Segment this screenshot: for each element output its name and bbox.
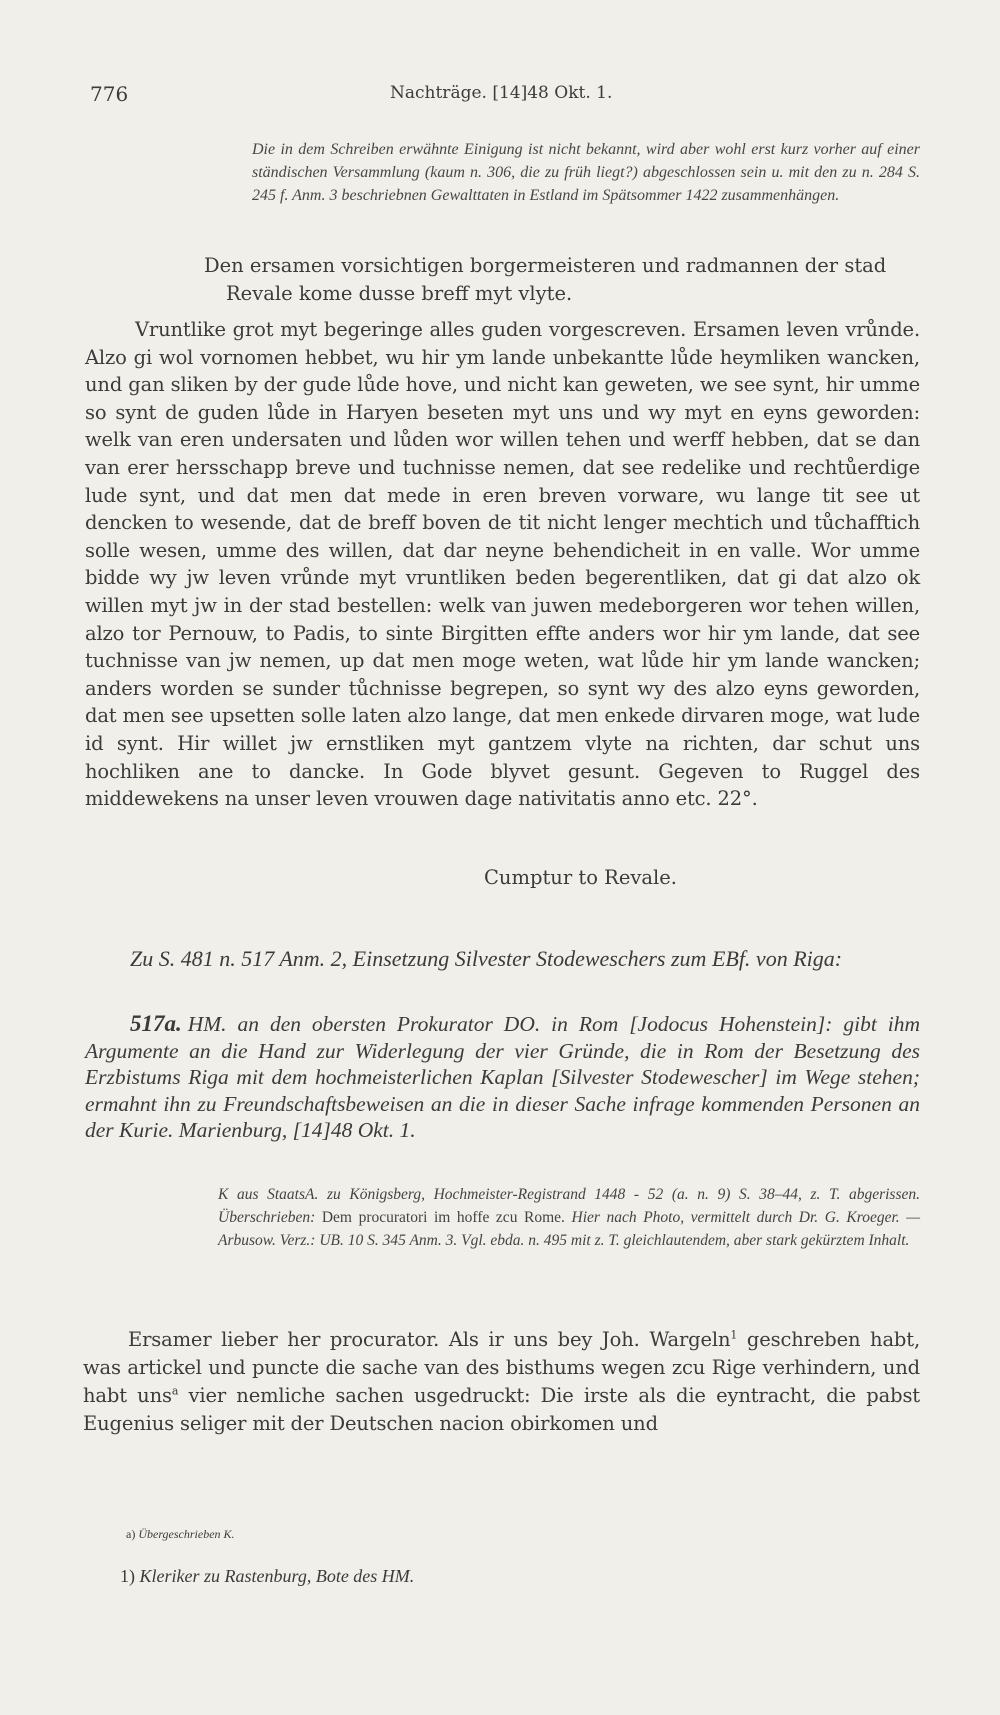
footnote-a xyxy=(126,1527,235,1542)
footnote-a-marker: a) xyxy=(126,1527,136,1541)
page-number: 776 xyxy=(90,82,129,106)
source-note xyxy=(218,1183,920,1252)
document-text-part-3: vier nemliche sachen usgedruckt: Die irste als die eyntracht, die pabst Eugenius seliger mit der Deutschen nacion obirkomen und xyxy=(83,1384,920,1435)
document-text xyxy=(83,1326,920,1438)
footnote-a-text: Übergeschrieben K. xyxy=(138,1527,235,1541)
letter-body xyxy=(85,316,920,813)
regest-text: HM. an den obersten Prokurator DO. in Rom [Jodocus Hohenstein]: gibt ihm Argumente an die Hand zur Widerlegung der vier Gründe, die in Rom der Besetzung des Erzbistums Riga mit dem hochmeisterlichen Kaplan [Silvester Stodewescher] im Wege stehen; ermahnt ihn zu Freundschaftsbeweisen an die in dieser Sache infrage kommenden Personen an der Kurie. Marienburg, [14]48 Okt. 1. xyxy=(85,1012,920,1142)
footnote-ref-a: a xyxy=(171,1384,179,1398)
address-line-1: Den ersamen vorsichtigen borgermeisteren und radmannen der stad xyxy=(204,254,887,277)
letter-address xyxy=(204,252,920,308)
footnote-ref-1: 1 xyxy=(730,1328,738,1342)
footnote-1-text: Kleriker zu Rastenburg, Bote des HM. xyxy=(139,1566,415,1586)
source-note-address: Dem procuratori im hoffe zcu Rome. xyxy=(321,1209,565,1226)
source-note-part-1: K aus StaatsA. zu Königsberg, Hochmeister-Registrand 1448 - 52 (a. n. 9) S. 38–44, z. T. abgerissen. Überschrieben: xyxy=(218,1186,920,1226)
address-line-2: Revale kome dusse breff myt vlyte. xyxy=(226,282,573,305)
letter-paragraph: Vruntlike grot myt begeringe alles guden vorgescreven. Ersamen leven vrůnde. Alzo gi wol vornomen hebbet, wu hir ym lande unbekantte lůde heymliken wancken, und gan sliken by der gude lůde hove, und nicht kan geweten, we see synt, hir umme so synt de guden lůde in Haryen beseten myt uns und wy myt en eyns geworden: welk van eren undersaten und lůden wor willen tehen und werff hebben, dat se dan van erer hersschapp breve und tuchnisse nemen, dat see redelike und rechtůerdige lude synt, und dat men dat mede in eren breven vorware, wu lange tit see ut dencken to wesende, dat de breff boven de tit nicht lenger mechtich und tůchafftich solle wesen, umme des willen, dat dar neyne behendicheit in en valle. Wor umme bidde wy jw leven vrůnde myt vruntliken beden begerentliken, dat gi dat alzo ok willen myt jw in der stad bestellen: welk van juwen medeborgeren wor tehen willen, alzo tor Pernouw, to Padis, to sinte Birgitten effte anders wor hir ym lande, dat see tuchnisse van jw nemen, up dat men moge weten, wat lůde hir ym lande wancken; anders worden se sunder tůchnisse begrepen, so synt wy des alzo eyns geworden, dat men see upsetten solle laten alzo lange, dat men enkede dirvaren moge, wat lude id synt. Hir willet jw ernstliken myt gantzem vlyte na richten, dar schut uns hochliken ane to dancke. In Gode blyvet gesunt. Gegeven to Ruggel des middewekens na unser leven vrouwen dage nativitatis anno etc. 22°. xyxy=(85,318,920,811)
document-number: 517a. xyxy=(130,1011,182,1036)
document-text-part-2: geschreben habt, was artickel und puncte die sache van des bisthums wegen zcu Rige verhindern, und habt uns xyxy=(83,1328,920,1407)
footnote-1-marker: 1) xyxy=(120,1566,135,1586)
section-heading: Zu S. 481 n. 517 Anm. 2, Einsetzung Silvester Stodeweschers zum EBf. von Riga: xyxy=(130,946,843,971)
letter-signature: Cumptur to Revale. xyxy=(484,866,677,889)
header-title: Nachträge. [14]48 Okt. 1. xyxy=(390,83,613,103)
source-note-part-3: Hier nach Photo, vermittelt durch Dr. G. Kroeger. — Arbusow. Verz.: UB. 10 S. 345 Anm. 3. Vgl. ebda. n. 495 mit z. T. gleichlautendem, aber stark gekürztem Inhalt. xyxy=(218,1209,921,1249)
footnote-1 xyxy=(120,1566,414,1587)
running-head xyxy=(90,82,920,112)
document-text-part-1: Ersamer lieber her procurator. Als ir uns bey Joh. Wargeln xyxy=(128,1328,731,1351)
document-paragraph xyxy=(83,1326,920,1438)
editorial-remark: Die in dem Schreiben erwähnte Einigung ist nicht bekannt, wird aber wohl erst kurz vorher auf einer ständischen Versammlung (kaum n. 306, die zu früh liegt?) abgeschlossen sein u. mit den zu n. 284 S. 245 f. Anm. 3 beschriebnen Gewalttaten in Estland im Spätsommer 1422 zusammenhängen. xyxy=(252,141,920,204)
document-regest xyxy=(85,1011,920,1144)
